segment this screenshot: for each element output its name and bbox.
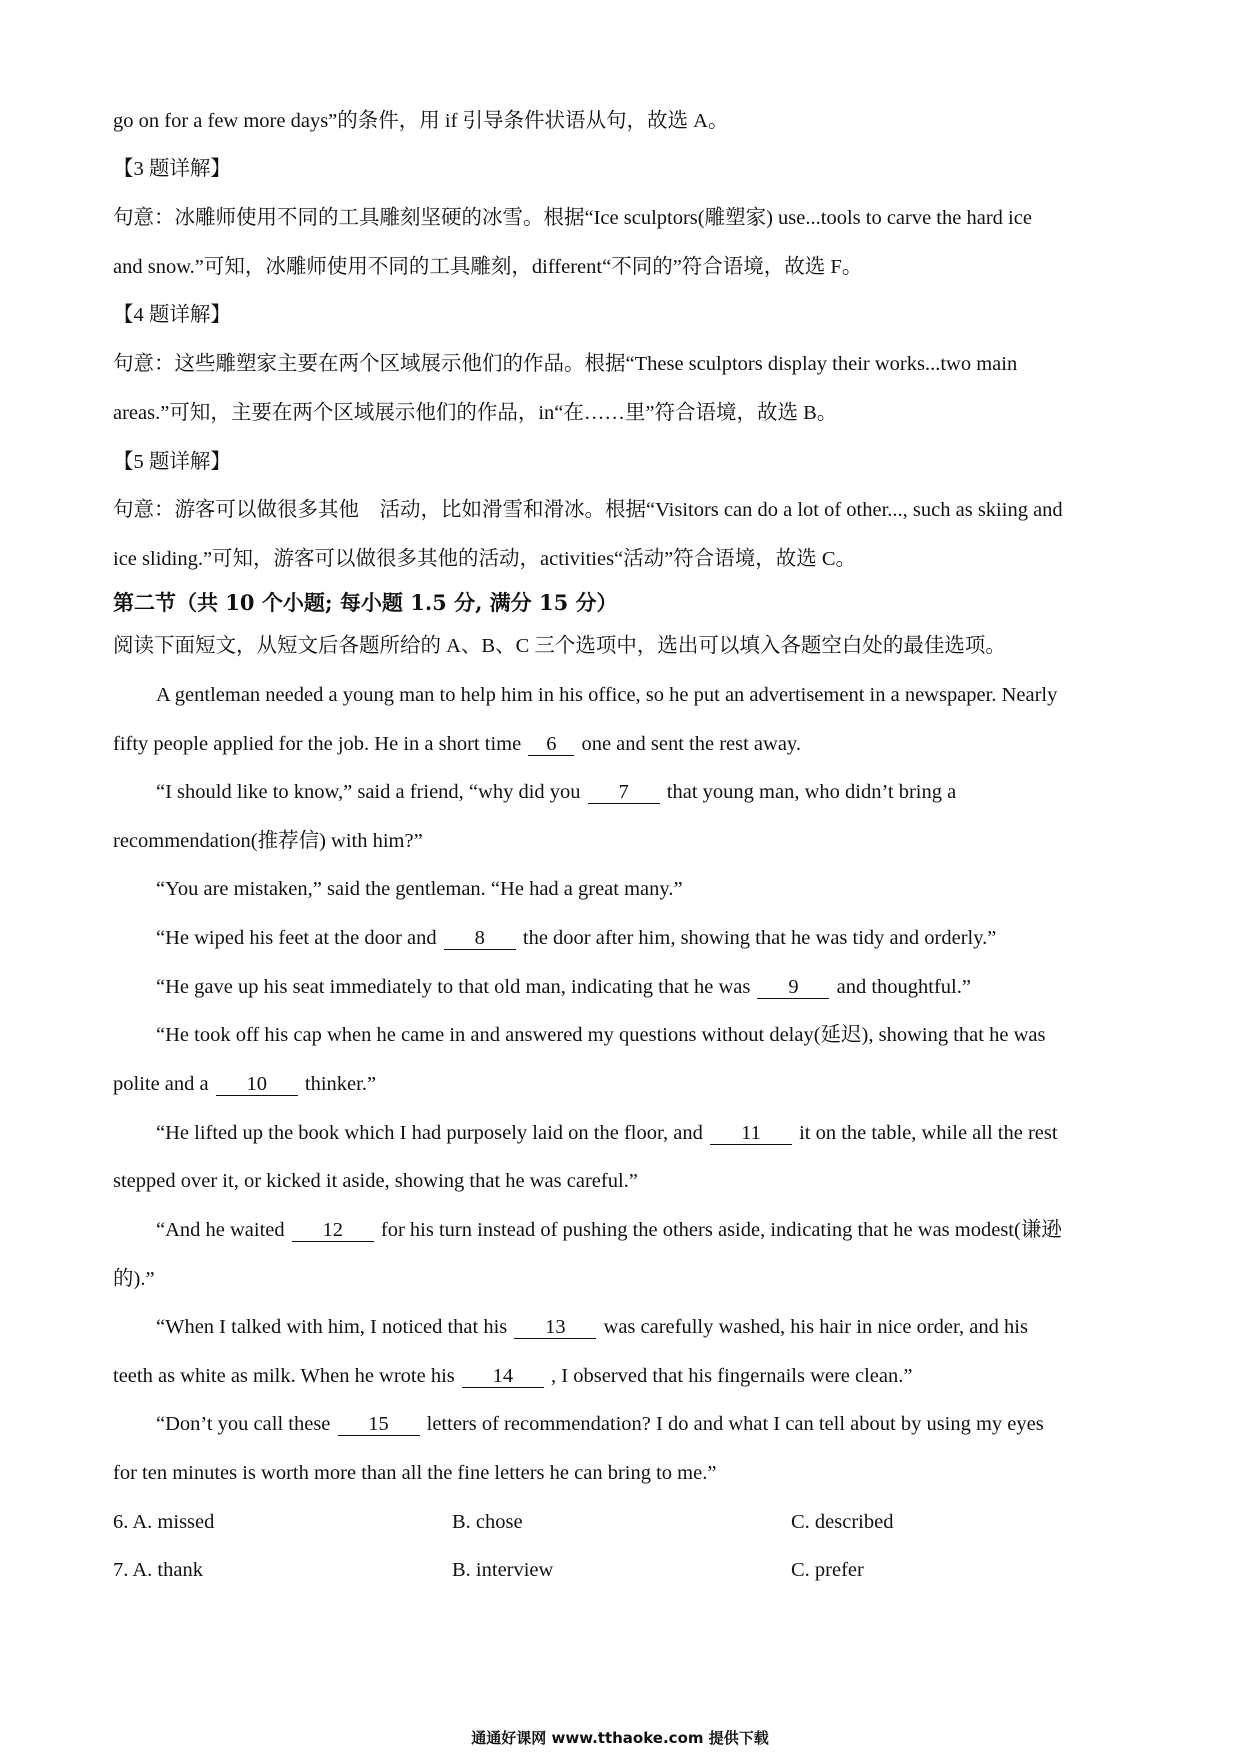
- passage-text: fifty people applied for the job. He in a short time: [113, 733, 522, 755]
- passage-line: [156, 779, 956, 805]
- question-4-explanation-line-1: 句意：这些雕塑家主要在两个区域展示他们的作品。根据“These sculptors display their works...two main: [113, 353, 1018, 375]
- passage-text: “When I talked with him, I noticed that his: [156, 1316, 508, 1338]
- blank-13: 13: [514, 1316, 596, 1339]
- blank-10: 10: [216, 1073, 298, 1096]
- page-footer: 通通好课网 www.tthaoke.com 提供下载: [471, 1729, 769, 1747]
- blank-8: 8: [444, 927, 516, 950]
- passage-line: “You are mistaken,” said the gentleman. “He had a great many.”: [156, 878, 683, 900]
- passage-line: [156, 1314, 1028, 1340]
- question-5-explanation-line-1: 句意：游客可以做很多其他 活动，比如滑雪和滑冰。根据“Visitors can do a lot of other..., such as skiing and: [113, 499, 1063, 521]
- passage-line: [156, 925, 996, 951]
- passage-text: for his turn instead of pushing the others aside, indicating that he was modest(谦逊: [380, 1219, 1062, 1241]
- answer-2-conclusion: go on for a few more days”的条件，用 if 引导条件状语从句，故选 A。: [113, 110, 729, 132]
- passage-text: “I should like to know,” said a friend, “why did you: [156, 781, 581, 803]
- passage-line: [156, 1411, 1044, 1437]
- passage-line: “He took off his cap when he came in and answered my questions without delay(延迟), showing that he was: [156, 1024, 1046, 1046]
- passage-line: stepped over it, or kicked it aside, showing that he was careful.”: [113, 1170, 638, 1192]
- passage-line: [113, 1071, 376, 1097]
- passage-text: one and sent the rest away.: [581, 733, 801, 755]
- question-4-heading: 【4 题详解】: [113, 304, 231, 326]
- question-3-explanation-line-1: 句意：冰雕师使用不同的工具雕刻坚硬的冰雪。根据“Ice sculptors(雕塑家) use...tools to carve the hard ice: [113, 207, 1032, 229]
- option-6-a: 6. A. missed: [113, 1511, 215, 1533]
- passage-text: and thoughtful.”: [836, 976, 971, 998]
- option-6-c: C. described: [791, 1511, 894, 1533]
- option-6-b: B. chose: [452, 1511, 523, 1533]
- passage-line: A gentleman needed a young man to help him in his office, so he put an advertisement in a newspaper. Nearly: [156, 684, 1058, 706]
- question-4-explanation-line-2: areas.”可知，主要在两个区域展示他们的作品，in“在……里”符合语境，故选 B。: [113, 402, 838, 424]
- blank-15: 15: [338, 1413, 420, 1436]
- blank-9: 9: [757, 976, 829, 999]
- passage-text: “He gave up his seat immediately to that old man, indicating that he was: [156, 976, 751, 998]
- passage-text: “He wiped his feet at the door and: [156, 927, 437, 949]
- option-7-a: 7. A. thank: [113, 1559, 203, 1581]
- passage-line: recommendation(推荐信) with him?”: [113, 830, 423, 852]
- section-title: 第二节（共 10 个小题; 每小题 1.5 分, 满分 15 分）: [113, 590, 618, 615]
- blank-14: 14: [462, 1365, 544, 1388]
- option-7-b: B. interview: [452, 1559, 554, 1581]
- blank-6: 6: [528, 733, 574, 756]
- passage-line: [156, 1217, 1062, 1243]
- question-3-explanation-line-2: and snow.”可知，冰雕师使用不同的工具雕刻，different“不同的”符合语境，故选 F。: [113, 256, 863, 278]
- passage-line: [156, 1120, 1058, 1146]
- passage-text: “He lifted up the book which I had purposely laid on the floor, and: [156, 1122, 703, 1144]
- blank-7: 7: [588, 781, 660, 804]
- section-instructions: 阅读下面短文，从短文后各题所给的 A、B、C 三个选项中，选出可以填入各题空白处的最佳选项。: [113, 635, 1006, 657]
- passage-text: letters of recommendation? I do and what I can tell about by using my eyes: [426, 1413, 1044, 1435]
- passage-text: , I observed that his fingernails were clean.”: [551, 1365, 913, 1387]
- passage-text: “Don’t you call these: [156, 1413, 331, 1435]
- option-7-c: C. prefer: [791, 1559, 864, 1581]
- blank-11: 11: [710, 1122, 792, 1145]
- passage-line: [113, 1363, 912, 1389]
- question-5-explanation-line-2: ice sliding.”可知，游客可以做很多其他的活动，activities“活动”符合语境，故选 C。: [113, 548, 857, 570]
- passage-text: that young man, who didn’t bring a: [666, 781, 957, 803]
- question-5-heading: 【5 题详解】: [113, 451, 231, 473]
- passage-text: thinker.”: [304, 1073, 377, 1095]
- passage-text: it on the table, while all the rest: [799, 1122, 1058, 1144]
- passage-text: “And he waited: [156, 1219, 285, 1241]
- passage-line: for ten minutes is worth more than all the fine letters he can bring to me.”: [113, 1462, 717, 1484]
- passage-text: teeth as white as milk. When he wrote his: [113, 1365, 455, 1387]
- passage-line: 的).”: [113, 1268, 155, 1290]
- question-3-heading: 【3 题详解】: [113, 158, 231, 180]
- passage-line: [156, 974, 971, 1000]
- blank-12: 12: [292, 1219, 374, 1242]
- passage-text: was carefully washed, his hair in nice order, and his: [603, 1316, 1028, 1338]
- passage-text: the door after him, showing that he was tidy and orderly.”: [522, 927, 997, 949]
- passage-line: [113, 731, 801, 757]
- passage-text: polite and a: [113, 1073, 209, 1095]
